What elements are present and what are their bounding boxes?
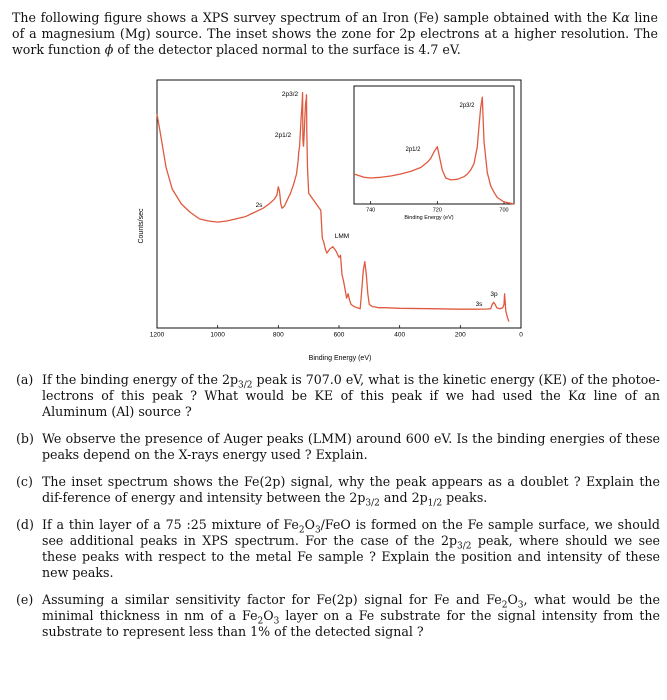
question-text: The inset spectrum shows the Fe(2p) signal, why the peak appears as a doublet ? Explain the dif-ference of energy and intensity between the 2p (42, 474, 660, 505)
auger-lmm-label: LMM (334, 233, 350, 240)
question-label: (b) (16, 431, 34, 446)
x-axis-tick-label: 400 (394, 331, 406, 339)
inset-peak-label-2p32: 2p3/2 (459, 103, 475, 109)
question-text: O (507, 592, 518, 607)
question-label: (d) (16, 517, 34, 532)
question-c (12, 474, 660, 509)
peak-label-2p32: 2p3/2 (281, 91, 299, 98)
question-text: Assuming a similar sensitivity factor for Fe(2p) signal for Fe and Fe (42, 592, 502, 607)
question-a (12, 372, 660, 420)
question-text: O (263, 608, 274, 623)
question-label: (a) (16, 372, 34, 387)
alpha-symbol: α (621, 10, 630, 25)
question-text: line of an Aluminum (Al) source ? (42, 388, 660, 419)
peak-label-3s: 3s (475, 301, 483, 308)
phi-symbol: ϕ (104, 42, 114, 57)
intro-text-1: The following figure shows a XPS survey spectrum of an Iron (Fe) sample obtained with the K (12, 10, 622, 25)
subscript: 2 (501, 600, 508, 611)
question-e (12, 592, 660, 640)
x-axis-tick-label: 600 (333, 331, 345, 339)
inset-frame (354, 86, 514, 204)
peak-label-2s: 2s (255, 202, 263, 209)
subscript: 2 (257, 616, 264, 627)
question-text: peak, where should we see these peaks with respect to the metal Fe sample ? Explain the position and intensity of these new peaks. (42, 533, 660, 580)
peak-label-3p: 3p (490, 291, 498, 298)
xps-figure (132, 78, 532, 368)
x-axis-label: Binding Energy (eV) (308, 355, 372, 362)
question-text: peaks. (442, 490, 488, 505)
intro-text-2: line of a magnesium (Mg) source. The inset shows the zone for 2p electrons at a higher resolution. The work function (12, 10, 658, 57)
x-axis-tick-label: 800 (272, 331, 284, 339)
y-axis-label: Counts/sec (138, 208, 145, 244)
x-axis-tick-label: 1200 (149, 331, 165, 339)
question-b (12, 431, 660, 463)
subscript: 3 (314, 525, 321, 536)
inset-peak-label-2p12: 2p1/2 (405, 147, 421, 153)
subscript: 2 (298, 525, 305, 536)
inset-x-axis-tick-label: 740 (366, 207, 376, 214)
question-text: We observe the presence of Auger peaks (LMM) around 600 eV. Is the binding energies of these peaks depend on the X-rays energy used ? Explain. (42, 431, 660, 462)
question-text: peak is 707.0 eV, what is the kinetic energy (KE) of the photoe-lectrons of this peak ? What would be KE of this peak if we had used the K (42, 372, 660, 403)
question-text: /FeO is formed on the Fe sample surface, we should see additional peaks in XPS spectrum. For the case of the 2p (42, 517, 660, 548)
subscript: 3 (517, 600, 524, 611)
question-label: (c) (16, 474, 33, 489)
question-label: (e) (16, 592, 34, 607)
peak-label-2p12: 2p1/2 (274, 132, 292, 139)
inset-x-axis-tick-label: 700 (499, 207, 509, 214)
xps-spectrum-chart (132, 78, 532, 368)
intro-paragraph (12, 10, 658, 58)
question-text: If the binding energy of the 2p (42, 372, 239, 387)
alpha-symbol: α (577, 388, 587, 403)
inset-x-axis-tick-label: 720 (432, 207, 442, 214)
subscript: 3/2 (457, 541, 472, 552)
subscript: 3 (273, 616, 280, 627)
x-axis-tick-label: 1000 (210, 331, 225, 339)
inset-x-axis-label: Binding Energy (eV) (404, 215, 454, 221)
question-text: , what would be the minimal thickness in nm of a Fe (42, 592, 660, 623)
questions-list (12, 372, 660, 651)
subscript: 3/2 (365, 498, 380, 509)
question-text: O (304, 517, 315, 532)
x-axis-tick-label: 200 (454, 331, 466, 339)
question-text: If a thin layer of a 75 :25 mixture of Fe (42, 517, 299, 532)
x-axis-tick-label: 0 (519, 331, 523, 339)
question-text: layer on a Fe substrate for the signal intensity from the substrate to represent less than 1% of the detected signal ? (42, 608, 660, 639)
question-text: and 2p (379, 490, 428, 505)
subscript: 1/2 (427, 498, 443, 509)
intro-text-3: of the detector placed normal to the surface is 4.7 eV. (113, 42, 461, 57)
question-d (12, 517, 660, 581)
subscript: 3/2 (238, 380, 253, 391)
